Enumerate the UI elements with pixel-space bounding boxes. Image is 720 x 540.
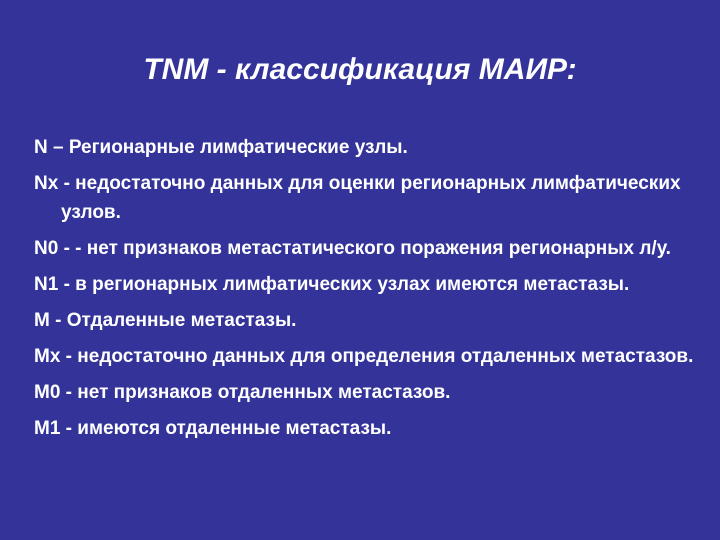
slide-title-abbrev: TNM - (143, 53, 235, 86)
slide-title (0, 48, 720, 92)
slide-body (34, 133, 694, 450)
list-item-n: N – Регионарные лимфатические узлы. (34, 137, 408, 158)
list-item-mx: Mx - недостаточно данных для определения отдаленных метастазов. (34, 346, 694, 367)
list-item-m1: M1 - имеются отдаленные метастазы. (34, 418, 392, 439)
list-item-n0: N0 - - нет признаков метастатического поражения регионарных л/у. (34, 238, 671, 259)
list-item-n1: N1 - в регионарных лимфатических узлах имеются метастазы. (34, 274, 630, 295)
list-item-nx: Nx - недостаточно данных для оценки регионарных лимфатических узлов. (34, 173, 681, 223)
slide-title-text: классификация МАИР: (234, 53, 577, 86)
list-item-m0: M0 - нет признаков отдаленных метастазов. (34, 382, 451, 403)
list-item-m: M - Отдаленные метастазы. (34, 310, 297, 331)
